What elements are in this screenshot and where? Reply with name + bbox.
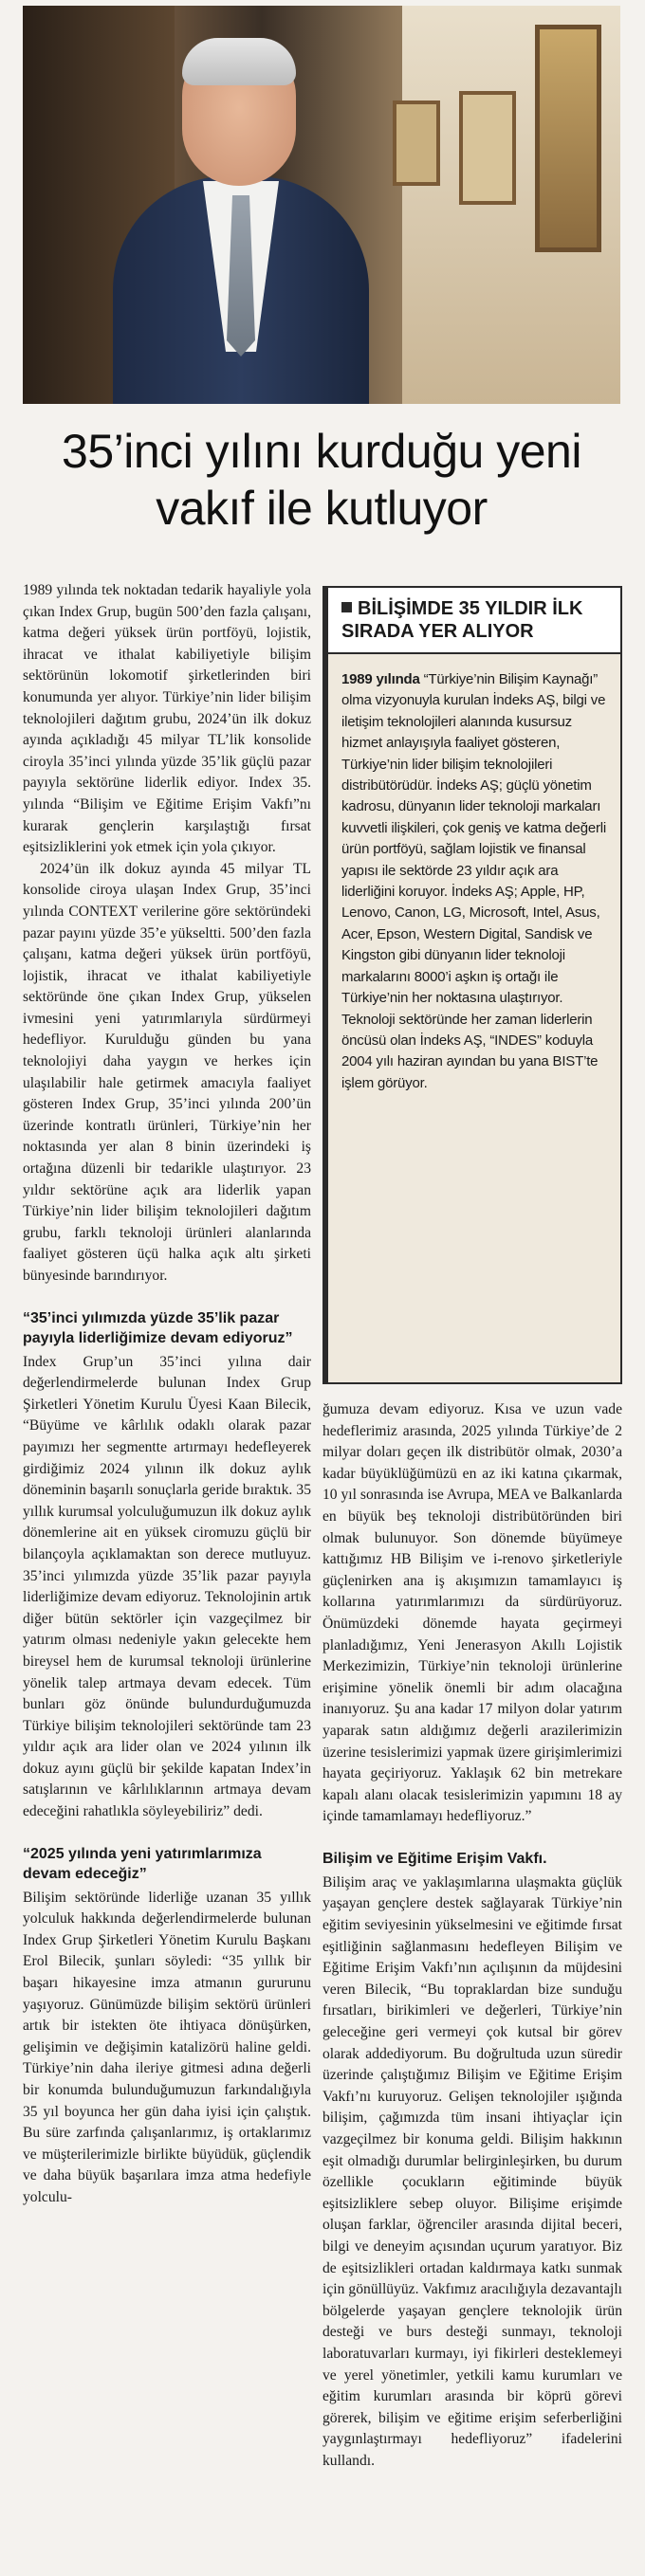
paragraph: 1989 yılında tek noktadan tedarik hayaliyle yola çıkan Index Grup, bugün 500’den fazla çalışanı, katma değeri yüksek ürün portföyü, lojistik, ihracat ve ithalat kabiliyetiyle bilişim sektörünün lokomotif şirketlerinden biri konumunda yer alıyor. Türkiye’nin lider bilişim teknolojileri dağıtım grubu, 2024’ün ilk dokuz ayında açıkladığı 45 milyar TL’lik konsolide ciroyla 35’inci yılında yüzde 35’lik güçlü pazar payıyla sektörüne liderlik ediyor. Index 35. yılında “Bilişim ve Eğitime Erişim Vakfı”nı kurarak gençlerin karşılaştığı fırsat eşitsizliklerini yok etmek için yola çıkıyor. <box>23 582 311 856</box>
sidebar-box-text: 1989 yılında “Türkiye’nin Bilişim Kaynağı” olma vizyonuyla kurulan İndeks AŞ, bilgi ve iletişim teknolojileri alanında kusursuz hizmet anlayışıyla faaliyet gösteren, Türkiye’nin lider bilişim teknolojileri distribütörüdür. İndeks AŞ; güçlü yönetim kadrosu, dünyanın lider teknoloji markaları kuvvetli ilişkileri, çok geniş ve katma değerli ürün portföyü, sağlam lojistik ve finansal yapısı ile sektörde 23 yıldır açık ara liderliğini koruyor. İndeks AŞ; Apple, HP, Lenovo, Canon, LG, Microsoft, Intel, Asus, Acer, Epson, Western Digital, Sandisk ve Kingston gibi dünyanın lider teknoloji markalarını 8000’i aşkın iş ortağı ile Türkiye’nin her noktasına ulaştırıyor. Teknoloji sektöründe her zaman liderlerin öncüsü olan İndeks AŞ, “INDES” koduyla 2004 yılı haziran ayından bu yana BIST’te işlem görüyor. <box>341 671 607 1091</box>
headline: 35’inci yılını kurduğu yeni vakıf ile kutluyor <box>62 425 581 535</box>
sidebar-box-lead: 1989 yılında <box>341 671 420 687</box>
sidebar-box <box>322 586 622 1384</box>
subheading: Bilişim ve Eğitime Erişim Vakfı. <box>322 1850 547 1867</box>
subheading: “2025 yılında yeni yatırımlarımıza devam edeceğiz” <box>23 1845 262 1882</box>
paragraph: Index Grup’un 35’inci yılına dair değerlendirmelerde bulunan Index Grup Şirketleri Yönetim Kurulu Üyesi Kaan Bilecik, “Büyüme ve kârlılık odaklı olarak pazar payımızı her segmentte artırmayı hedefleyerek girdiğimiz 2024 yılının ilk dokuz aylık döneminin başarılı sonuçlarla geride bıraktık. 35 yıllık kurumsal yolculuğumuzun ilk dokuz aylık dönemlerine ait en yüksek ciromuzu güçlü bir bilançoyla açıklamaktan son derece mutluyuz. 35’inci yılımızda yüzde 35’lik pazar payıyla liderliğimize devam ediyoruz. Teknolojinin artık diğer bütün sektörler için vazgeçilmez bir yatırım olması nedeniyle yakın gelecekte hem bireysel hem de kurumsal teknoloji ürünlerine yönelik talep artmaya devam edecek. Tüm bunları göz önünde bulundurduğumuzda Türkiye bilişim teknolojileri sektöründe tam 23 yıldır açık ara lider olan ve 2024 yılının ilk dokuz ayını güçlü bir şekilde kapatan Index’in satışlarının ve kârlılıklarının artmaya devam edeceğini rahatlıkla söyleyebiliriz” dedi. <box>23 1353 311 1820</box>
portrait-photo <box>23 6 620 404</box>
square-bullet-icon <box>341 602 352 612</box>
article-column-left <box>23 580 311 2209</box>
subheading: “35’inci yılımızda yüzde 35’lik pazar payıyla liderliğimize devam ediyoruz” <box>23 1309 293 1346</box>
paragraph: Bilişim sektöründe liderliğe uzanan 35 yıllık yolculuk hakkında değerlendirmelerde bulunan Index Grup Şirketleri Yönetim Kurulu Başkanı Erol Bilecik, şunları söyledi: “35 yıllık bir başarı hikayesine imza atmanın gururunu yaşıyoruz. Günümüzde bilişim sektörü ürünleri artık bir istekten öte ihtiyaca dönüşürken, gelişimin ve değişimin katalizörü haline geldi. Türkiye’nin daha ileriye gitmesi adına değerli bir konumda bulunduğumuzun farkındalığıyla 35 yıl boyunca her gün daha iyisi için çalıştık. Bu süre zarfında çalışanlarımız, iş ortaklarımız ve müşterilerimizle birlikte büyüdük, güçlendik ve daha büyük başarılara imza atma hedefiyle yolculu- <box>23 1889 311 2205</box>
sidebar-box-title: BİLİŞİMDE 35 YILDIR İLK SIRADA YER ALIYOR <box>328 588 620 654</box>
article-column-right <box>322 1399 622 2473</box>
paragraph: 2024’ün ilk dokuz ayında 45 milyar TL konsolide ciroya ulaşan Index Grup, 35’inci yılında CONTEXT verilerine göre sektöründeki pazar payını yüzde 35’e yükseltti. 500’den fazla çalışanı, katma değeri yüksek ürün portföyü, lojistik, ihracat ve ithalat kabiliyetiyle sektöründe öne çıkan Index Grup, yükselen ivmesini yeni yatırımlarıyla sürdürmeyi hedefliyor. Kurulduğu günden bu yana teknolojiyi daha yaygın ve herkes için ulaşılabilir hale getirmek amacıyla faaliyet gösteren Index Grup, 35’inci yılında 200’ün üzerinde kontratlı ürünleri, Türkiye’nin her noktasında yer alan 8 binin üzerindeki iş ortağına düzenli bir tedarikle ulaştırıyor. 23 yıldır sektörüne açık ara liderlik yapan Türkiye’nin lider bilişim teknolojileri dağıtım grubu, farklı teknoloji ürünleri alanlarında faaliyet gösteren üçü halka açık altı şirketi bünyesinde barındırıyor. <box>23 860 311 1284</box>
paragraph: Bilişim araç ve yaklaşımlarına ulaşmakta güçlük yaşayan gençlere destek sağlayarak Türkiye’nin eğitim seviyesinin yükselmesini ve eğitimde fırsat eşitliğinin sağlanmasını hedefleyen Bilişim ve Eğitime Erişim Vakfı’nın açılışının da müjdesini veren Bilecik, “Bu topraklardan bize sunduğu fırsatları, birikimleri ve değerleri, Türkiye’nin geleceğine geri vermeyi çok kutsal bir görev olarak addediyorum. Bu doğrultuda uzun süredir üzerinde çalıştığımız Bilişim ve Eğitime Erişim Vakfı’nı kuruyoruz. Gelişen teknolojiler ışığında bilişim, çağımızda tüm insani ihtiyaçlar için vazgeçilmez bir konuma geldi. Bilişim hakkının eşit olmadığı durumlar belirginleşirken, bu durum özellikle çocukların eğitiminde büyük eşitsizliklere sebep oluyor. Bilişime erişimde oluşan farklar, öğrenciler arasında dijital beceri, bilgi ve deneyim açısından uçurum yaratıyor. Biz de eşitsizlikleri ortadan kaldırmaya katkı sunmak için gönüllüyüz. Vakfımız aracılığıyla dezavantajlı bölgelerde yaşayan gençlere teknolojik ürün desteği ve burs desteği sunmayı, teknoloji laboratuvarları kurmayı, iyi fikirleri desteklemeyi ve yerel yönetimler, yetkili kamu kurumları ve eğitim kurumları arasında bir köprü görevi görerek, bilişim ve eğitime erişim seferberliğini yaygınlaştırmayı hedefliyoruz” ifadelerini kullandı. <box>322 1873 622 2469</box>
paragraph: ğumuza devam ediyoruz. Kısa ve uzun vade hedeflerimiz arasında, 2025 yılında Türkiye’de 2 milyar doları geçen ilk distribütör olmak, 2030’a kadar büyüklüğümüzü en az iki katına çıkarmak, 10 yıl sonrasında ise Avrupa, MEA ve Balkanlarda en büyük beş teknoloji distribütöründen biri olmak bulunuyor. Son dönemde büyümeye kattığımız HB Bilişim ve i-renovo şirketleriyle güçlenirken ana iş akışımızın tamamlayıcı iş kollarına yatırımlarımızı da sürdürüyoruz. Önümüzdeki dönemde hayata geçirmeyi planladığımız, Yeni Jenerasyon Akıllı Lojistik Merkezimizin, Türkiye’nin teknoloji ürünlerine erişimine yönelik önemli bir adım olacağına inanıyoruz. Şu ana kadar 17 milyon dolar yatırım yaparak satın aldığımız değerli arazilerimizin üzerine tesislerimizi yapmak üzere girişimlerimizi hayata geçiriyoruz. Yaklaşık 62 bin metrekare kapalı alanı olacak tesislerimizin yapımını 18 ay içinde tamamlamayı hedefliyoruz.” <box>322 1401 622 1825</box>
